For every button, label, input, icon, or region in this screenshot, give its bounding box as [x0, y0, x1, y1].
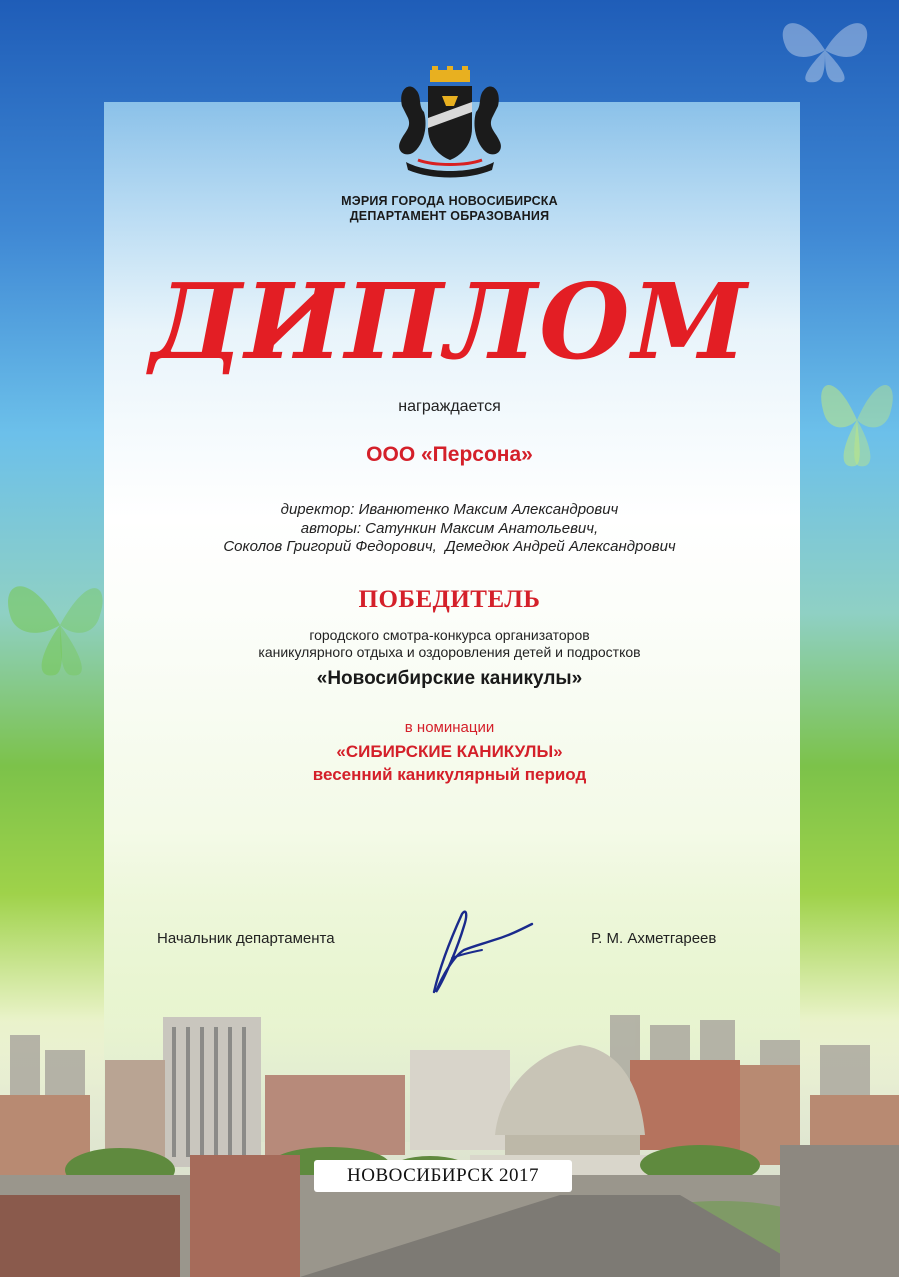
signatory-position: Начальник департамента [157, 930, 335, 947]
awardee-people [0, 501, 899, 557]
signatory-name: Р. М. Ахметгареев [591, 930, 717, 947]
authors-line: авторы: Сатункин Максим Анатольевич, [300, 519, 599, 537]
nomination-period: весенний каникулярный период [312, 765, 587, 784]
diploma-title: ДИПЛОМ [150, 260, 749, 383]
contest-name: «Новосибирские каникулы» [316, 668, 583, 689]
novosibirsk-coat-of-arms-icon [388, 66, 512, 182]
issuer-mayor-office: МЭРИЯ ГОРОДА НОВОСИБИРСКА [341, 194, 558, 208]
nomination-name: «СИБИРСКИЕ КАНИКУЛЫ» [336, 742, 563, 761]
authors-line-2: Соколов Григорий Федорович, Демедюк Андрей Александрович [223, 538, 676, 555]
city-year-label: НОВОСИБИРСК 2017 [314, 1160, 572, 1192]
awarded-text: награждается [398, 398, 501, 415]
butterfly-icon [770, 10, 880, 90]
nomination-label: в номинации [404, 719, 495, 736]
awardee-organization: ООО «Персона» [366, 443, 533, 466]
city-panorama-image [0, 1005, 899, 1277]
nomination [0, 740, 899, 786]
contest-line-1: городского смотра-конкурса организаторов [309, 627, 590, 643]
handwritten-signature [412, 906, 536, 998]
contest-line-2: каникулярного отдыха и оздоровления детей и подростков [258, 644, 641, 660]
winner-title: ПОБЕДИТЕЛЬ [358, 586, 541, 613]
issuer-header [0, 194, 899, 224]
issuer-department: ДЕПАРТАМЕНТ ОБРАЗОВАНИЯ [349, 209, 550, 223]
contest-description [0, 627, 899, 661]
director-line: директор: Иванютенко Максим Александрович [280, 501, 619, 518]
